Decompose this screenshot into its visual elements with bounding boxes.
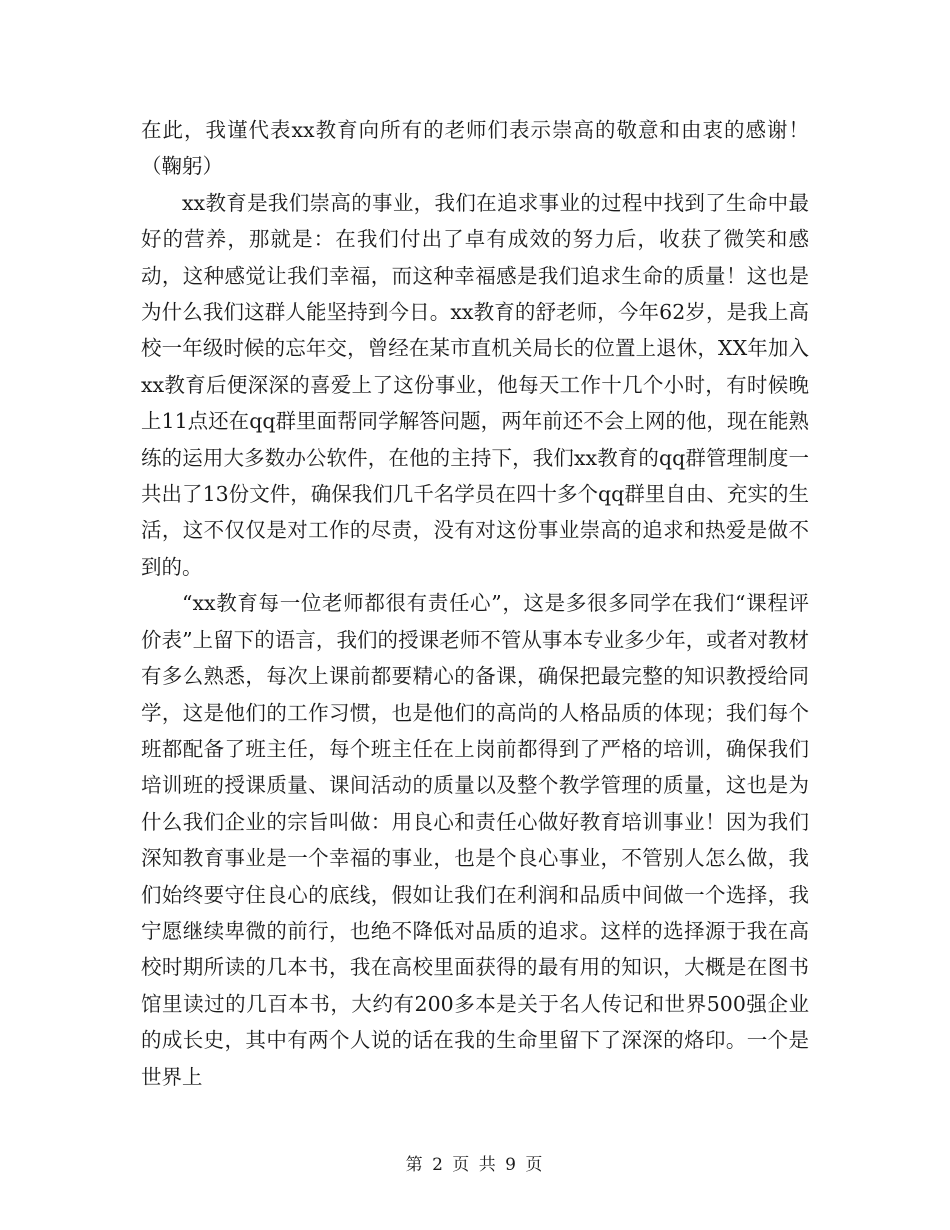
paragraph-1: 在此，我谨代表xx教育向所有的老师们表示崇高的敬意和由衷的感谢！（鞠躬） — [141, 118, 809, 179]
document-body — [141, 112, 809, 1095]
paragraph-3: “xx教育每一位老师都很有责任心”，这是多很多同学在我们“课程评价表”上留下的语言，我们的授课老师不管从事本专业多少年，或者对教材有多么熟悉，每次上课前都要精心的备课，确保把最完整的知识教授给同学，这是他们的工作习惯，也是他们的高尚的人格品质的体现；我们每个班都配备了班主任，每个班主任在上岗前都得到了严格的培训，确保我们培训班的授课质量、课间活动的质量以及整个教学管理的质量，这也是为什么我们企业的宗旨叫做：用良心和责任心做好教育培训事业！因为我们深知教育事业是一个幸福的事业，也是个良心事业，不管别人怎么做，我们始终要守住良心的底线，假如让我们在利润和品质中间做一个选择，我宁愿继续卑微的前行，也绝不降低对品质的追求。这样的选择源于我在高校时期所读的几本书，我在高校里面获得的最有用的知识，大概是在图书馆里读过的几百本书，大约有200多本是关于名人传记和世界500强企业的成长史，其中有两个人说的话在我的生命里留下了深深的烙印。一个是世界上 — [141, 591, 809, 1089]
paragraph-2: xx教育是我们崇高的事业，我们在追求事业的过程中找到了生命中最好的营养，那就是：在我们付出了卓有成效的努力后，收获了微笑和感动，这种感觉让我们幸福，而这种幸福感是我们追求生命的质量！这也是为什么我们这群人能坚持到今日。xx教育的舒老师，今年62岁，是我上高校一年级时候的忘年交，曾经在某市直机关局长的位置上退休，XX年加入xx教育后便深深的喜爱上了这份事业，他每天工作十几个小时，有时候晚上11点还在qq群里面帮同学解答问题，两年前还不会上网的他，现在能熟练的运用大多数办公软件，在他的主持下，我们xx教育的qq群管理制度一共出了13份文件，确保我们几千名学员在四十多个qq群里自由、充实的生活，这不仅仅是对工作的尽责，没有对这份事业崇高的追求和热爱是做不到的。 — [141, 190, 809, 579]
page-number-footer: 第 2 页 共 9 页 — [405, 1155, 545, 1175]
